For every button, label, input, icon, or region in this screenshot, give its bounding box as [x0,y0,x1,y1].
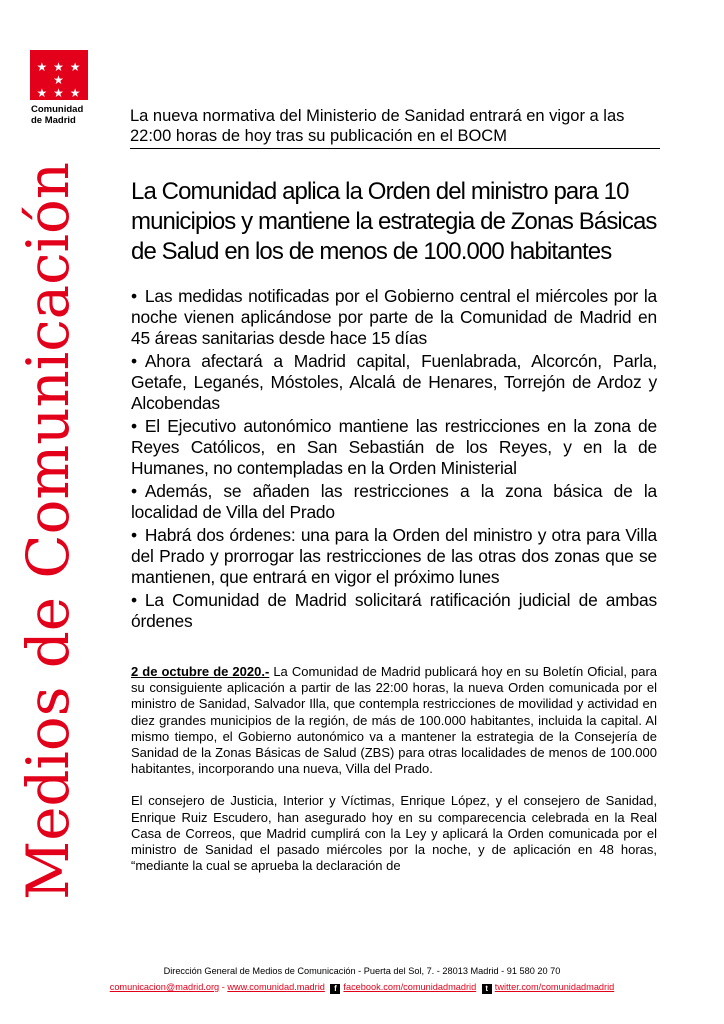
bullet-text: Además, se añaden las restricciones a la zona básica de la localidad de Villa del Prado [131,481,657,522]
bullet-item [131,286,657,349]
bullet-item [131,481,657,523]
bullet-text: Las medidas notificadas por el Gobierno central el miércoles por la noche vienen aplicándose por parte de la Comunidad de Madrid en 45 áreas sanitarias desde hace 15 días [131,286,657,348]
article-body [131,664,657,890]
section-vertical-title [14,159,83,900]
dateline: 2 de octubre de 2020.- [131,664,270,679]
bullet-dot: • [131,416,137,436]
bullet-dot: • [131,286,137,306]
bullet-text: Ahora afectará a Madrid capital, Fuenlabrada, Alcorcón, Parla, Getafe, Leganés, Móstoles, Alcalá de Henares, Torrejón de Ardoz y Alcobendas [131,351,657,413]
bullet-text: La Comunidad de Madrid solicitará ratificación judicial de ambas órdenes [131,590,657,631]
bullet-dot: • [131,351,137,371]
comunidad-madrid-logo [30,50,88,100]
vertical-title-text: Medios de Comunicación [14,159,82,900]
headline: La Comunidad aplica la Orden del ministro para 10 municipios y mantiene la estrategia de Zonas Básicas de Salud en los de menos de 100.000 habitantes [131,178,657,265]
footer-links [0,982,724,994]
subtitle-divider [130,148,660,149]
logo-stars [30,61,88,100]
logo-text [31,104,83,126]
facebook-link[interactable]: facebook.com/comunidadmadrid [343,982,477,992]
body-paragraph-1-text: La Comunidad de Madrid publicará hoy en su Boletín Oficial, para su consiguiente aplicación a partir de las 22:00 horas, la nueva Orden comunicada por el ministro de Sanidad, Salvador Illa, que contempla restricciones de movilidad y actividad en diez grandes municipios de la región, de más de 100.000 habitantes, incluida la capital. Al mismo tiempo, el Gobierno autonómico va a mantener la estrategia de la Consejería de Sanidad de la Zonas Básicas de Salud (ZBS) para otras localidades de menos de 100.000 habitantes, incorporando una nueva, Villa del Prado. [131,664,658,777]
bullet-text: Habrá dos órdenes: una para la Orden del ministro y otra para Villa del Prado y prorrogar las restricciones de las otras dos zonas que se mantienen, que entrará en vigor el próximo lunes [131,525,657,587]
logo-stars-row-2: ★ ★ ★ [36,86,82,100]
subtitle: La nueva normativa del Ministerio de Sanidad entrará en vigor a las 22:00 horas de hoy tras su publicación en el BOCM [130,107,625,145]
body-paragraph: El consejero de Justicia, Interior y Víctimas, Enrique López, y el consejero de Sanidad, Enrique Ruiz Escudero, han asegurado hoy en su comparecencia celebrada en la Real Casa de Correos, que Madrid cumplirá con la Ley y aplicará la Orden comunicada por el ministro de Sanidad el pasado miércoles por la noche, y de aplicación en 48 horas, “mediante la cual se aprueba la declaración de [131,793,657,874]
logo-line-1: Comunidad [31,104,84,115]
email-link[interactable]: comunicacion@madrid.org [109,982,220,992]
footer-separator: - [219,982,228,992]
logo-stars-row-1: ★ ★ ★ ★ [36,60,82,87]
bullet-item [131,525,657,588]
footer-address: Dirección General de Medios de Comunicación - Puerta del Sol, 7. - 28013 Madrid - 91 580 20 70 [163,966,561,976]
bullet-item [131,416,657,479]
bullet-list [131,286,657,634]
bullet-item [131,351,657,414]
twitter-icon: t [482,984,492,994]
twitter-link[interactable]: twitter.com/comunidadmadrid [494,982,615,992]
bullet-text: El Ejecutivo autonómico mantiene las restricciones en la zona de Reyes Católicos, en San Sebastián de los Reyes, y en la de Humanes, no contempladas en la Orden Ministerial [131,416,657,478]
logo-line-2: de Madrid [31,115,76,126]
bullet-dot: • [131,481,137,501]
bullet-item [131,590,657,632]
facebook-icon: f [330,984,340,994]
bullet-dot: • [131,590,137,610]
bullet-dot: • [131,525,137,545]
body-paragraph [131,664,657,777]
website-link[interactable]: www.comunidad.madrid [227,982,325,992]
